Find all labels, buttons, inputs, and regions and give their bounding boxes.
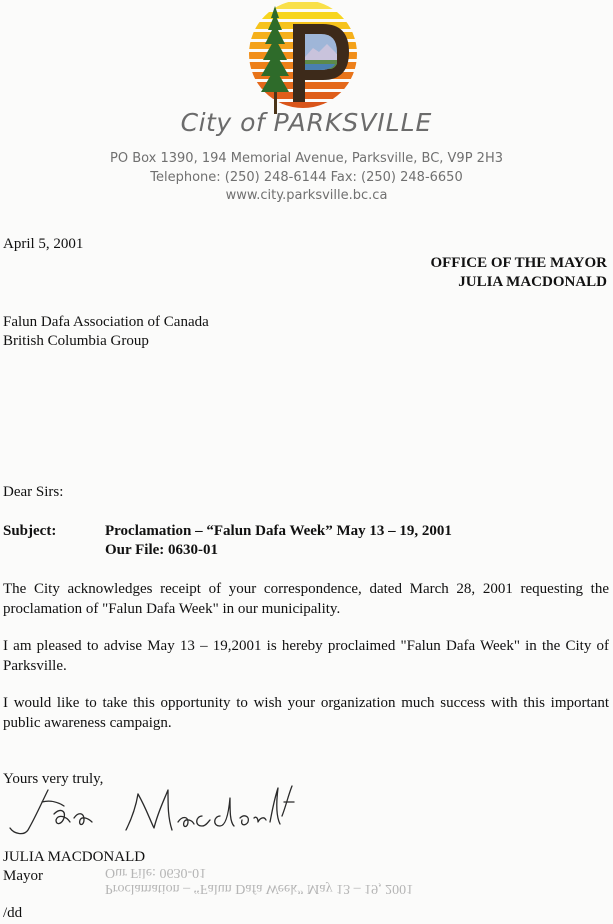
closing: Yours very truly, [3,771,104,787]
salutation: Dear Sirs: [3,484,64,500]
paragraph-2: I am pleased to advise May 13 – 19,2001 is hereby proclaimed "Falun Dafa Week" in the City of Parksville. [3,638,609,674]
org-name [0,108,613,137]
org-name-main: PARKSVILLE [273,108,433,137]
signature-image [8,772,298,842]
signatory-title: Mayor [3,868,43,884]
paragraph-1: The City acknowledges receipt of your correspondence, dated March 28, 2001 requesting the proclamation of "Falun Dafa Week" in our municipality. [3,581,609,617]
org-name-prefix: City of [180,108,266,137]
letterhead-address: PO Box 1390, 194 Memorial Avenue, Parksville, BC, V9P 2H3 [109,151,503,166]
office-line-2: JULIA MACDONALD [458,274,607,290]
recipient-line-2: British Columbia Group [3,333,149,349]
letter-date: April 5, 2001 [3,236,84,252]
city-parksville-logo [235,2,370,114]
recipient-line-1: Falun Dafa Association of Canada [3,314,209,330]
subject-line-2: Our File: 0630-01 [105,542,219,558]
typist-initials: /dd [3,905,23,921]
paragraph-3: I would like to take this opportunity to wish your organization much success with this important public awareness campaign. [3,695,609,731]
subject-line-1: Proclamation – “Falun Dafa Week” May 13 – 19, 2001 [105,523,452,539]
subject-label: Subject: [3,523,57,539]
signatory-name: JULIA MACDONALD [3,849,146,865]
bleedthrough-line-1: Proclamation – “Falun Dafa Week” May 13 – 19, 2001 [105,881,414,896]
letterhead-website[interactable]: www.city.parksville.bc.ca [225,188,388,203]
bleedthrough-line-2: Our File: 0630-01 [105,865,207,880]
letterhead-phone-fax: Telephone: (250) 248-6144 Fax: (250) 248-6650 [150,170,463,185]
office-line-1: OFFICE OF THE MAYOR [430,255,607,271]
